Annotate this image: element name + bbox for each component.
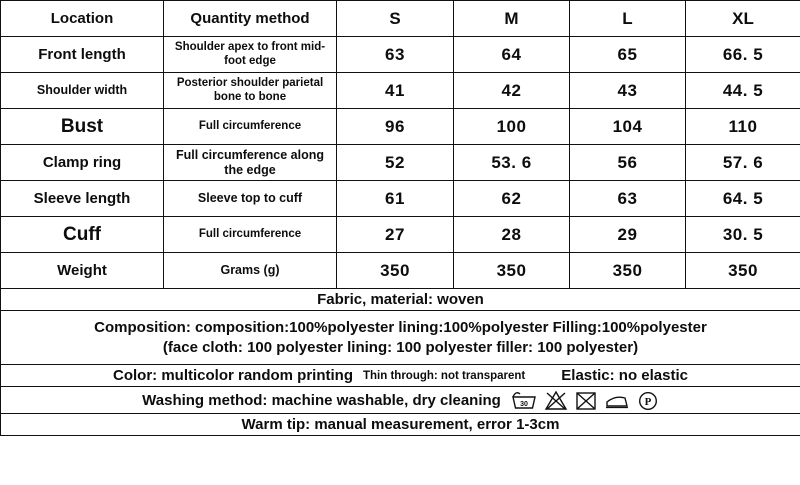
cell-sleeve-length-xl: 64. 5 bbox=[686, 181, 800, 217]
column-header-size-xl: XL bbox=[686, 1, 800, 37]
note-composition bbox=[1, 311, 800, 365]
column-header-size-s: S bbox=[337, 1, 454, 37]
note-row-washing bbox=[1, 387, 800, 414]
note-row-composition bbox=[1, 311, 800, 365]
row-method-weight: Grams (g) bbox=[164, 253, 337, 289]
cell-bust-m: 100 bbox=[454, 109, 570, 145]
row-method-shoulder-width: Posterior shoulder parietal bone to bone bbox=[164, 73, 337, 109]
note-color-group bbox=[1, 365, 800, 387]
table-row bbox=[1, 181, 800, 217]
cell-cuff-m: 28 bbox=[454, 217, 570, 253]
row-method-front-length: Shoulder apex to front mid-foot edge bbox=[164, 37, 337, 73]
svg-text:30: 30 bbox=[519, 401, 528, 408]
note-row-color bbox=[1, 365, 800, 387]
row-method-clamp-ring: Full circumference along the edge bbox=[164, 145, 337, 181]
note-composition-line-1: Composition: composition:100%polyester lining:100%polyester Filling:100%polyester bbox=[94, 319, 707, 336]
cell-front-length-xl: 66. 5 bbox=[686, 37, 800, 73]
row-method-sleeve-length: Sleeve top to cuff bbox=[164, 181, 337, 217]
cell-sleeve-length-m: 62 bbox=[454, 181, 570, 217]
note-warm-tip: Warm tip: manual measurement, error 1-3cm bbox=[1, 414, 800, 436]
column-header-method: Quantity method bbox=[164, 1, 337, 37]
row-location-cuff: Cuff bbox=[1, 217, 164, 253]
note-thin: Thin through: not transparent bbox=[363, 369, 526, 382]
wash-30-icon bbox=[511, 389, 537, 411]
note-row-warm-tip bbox=[1, 414, 800, 436]
note-washing-group bbox=[1, 387, 800, 414]
table-row bbox=[1, 145, 800, 181]
cell-clamp-ring-xl: 57. 6 bbox=[686, 145, 800, 181]
svg-text:P: P bbox=[644, 396, 652, 408]
row-location-clamp-ring: Clamp ring bbox=[1, 145, 164, 181]
cell-weight-xl: 350 bbox=[686, 253, 800, 289]
cell-clamp-ring-l: 56 bbox=[570, 145, 686, 181]
cell-shoulder-width-l: 43 bbox=[570, 73, 686, 109]
table-row bbox=[1, 37, 800, 73]
cell-bust-s: 96 bbox=[337, 109, 454, 145]
note-elastic: Elastic: no elastic bbox=[561, 367, 688, 384]
cell-front-length-m: 64 bbox=[454, 37, 570, 73]
cell-cuff-s: 27 bbox=[337, 217, 454, 253]
row-method-bust: Full circumference bbox=[164, 109, 337, 145]
iron-low-icon bbox=[604, 389, 630, 411]
note-washing: Washing method: machine washable, dry cleaning bbox=[142, 391, 501, 409]
cell-cuff-l: 29 bbox=[570, 217, 686, 253]
cell-front-length-l: 65 bbox=[570, 37, 686, 73]
row-location-weight: Weight bbox=[1, 253, 164, 289]
cell-weight-s: 350 bbox=[337, 253, 454, 289]
row-method-cuff: Full circumference bbox=[164, 217, 337, 253]
cell-sleeve-length-l: 63 bbox=[570, 181, 686, 217]
professional-dry-clean-icon bbox=[637, 389, 659, 411]
row-location-shoulder-width: Shoulder width bbox=[1, 73, 164, 109]
table-row bbox=[1, 73, 800, 109]
table-row bbox=[1, 253, 800, 289]
note-color: Color: multicolor random printing bbox=[113, 367, 353, 384]
cell-weight-l: 350 bbox=[570, 253, 686, 289]
table-header-row bbox=[1, 1, 800, 37]
do-not-bleach-icon bbox=[544, 389, 568, 411]
care-icon-group bbox=[511, 389, 659, 411]
note-fabric: Fabric, material: woven bbox=[1, 289, 800, 311]
row-location-bust: Bust bbox=[1, 109, 164, 145]
cell-clamp-ring-m: 53. 6 bbox=[454, 145, 570, 181]
cell-bust-xl: 110 bbox=[686, 109, 800, 145]
cell-front-length-s: 63 bbox=[337, 37, 454, 73]
note-composition-line-2: (face cloth: 100 polyester lining: 100 polyester filler: 100 polyester) bbox=[162, 339, 639, 356]
cell-shoulder-width-s: 41 bbox=[337, 73, 454, 109]
table-row bbox=[1, 109, 800, 145]
cell-sleeve-length-s: 61 bbox=[337, 181, 454, 217]
table-row bbox=[1, 217, 800, 253]
cell-clamp-ring-s: 52 bbox=[337, 145, 454, 181]
column-header-size-l: L bbox=[570, 1, 686, 37]
do-not-tumble-dry-icon bbox=[575, 389, 597, 411]
row-location-sleeve-length: Sleeve length bbox=[1, 181, 164, 217]
note-row-fabric bbox=[1, 289, 800, 311]
cell-bust-l: 104 bbox=[570, 109, 686, 145]
cell-weight-m: 350 bbox=[454, 253, 570, 289]
cell-shoulder-width-xl: 44. 5 bbox=[686, 73, 800, 109]
cell-cuff-xl: 30. 5 bbox=[686, 217, 800, 253]
row-location-front-length: Front length bbox=[1, 37, 164, 73]
cell-shoulder-width-m: 42 bbox=[454, 73, 570, 109]
column-header-size-m: M bbox=[454, 1, 570, 37]
column-header-location: Location bbox=[1, 1, 164, 37]
